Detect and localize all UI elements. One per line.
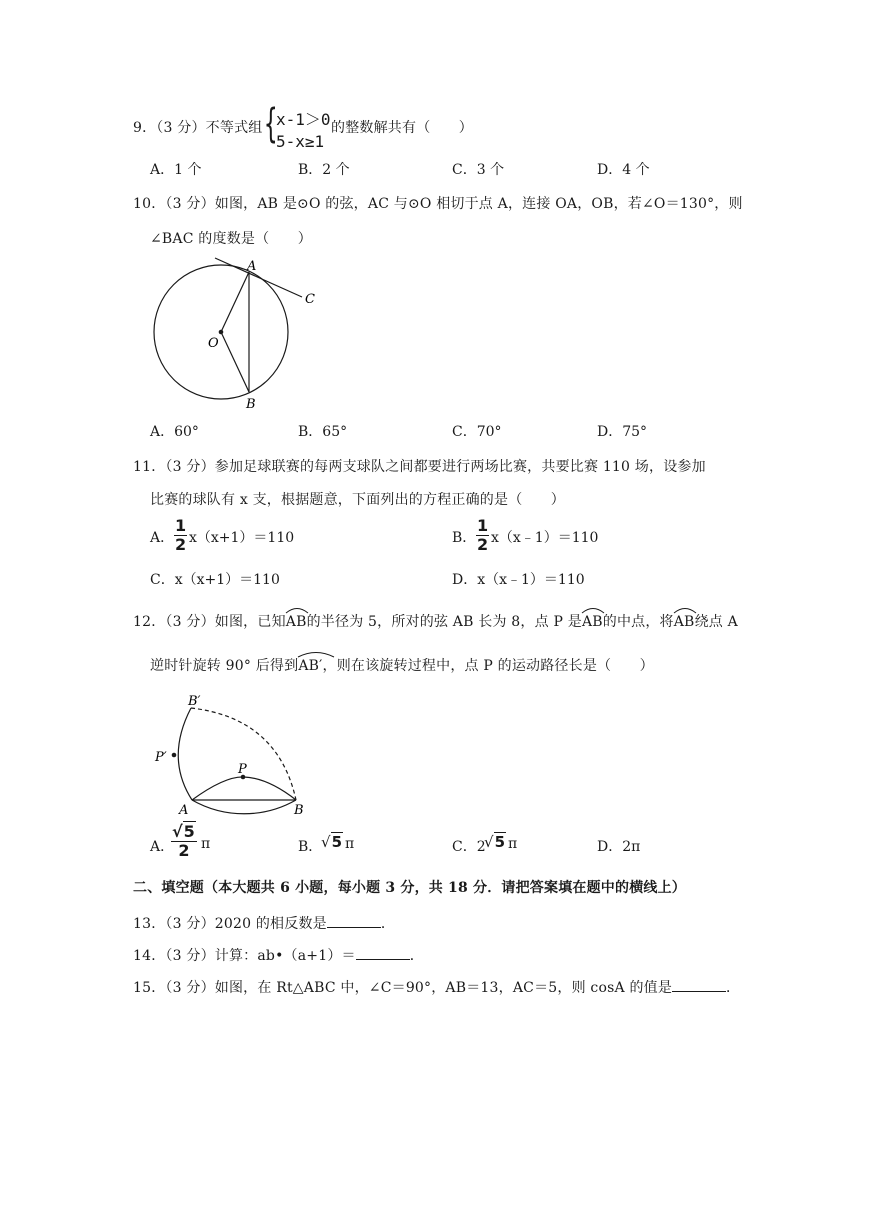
arc-ab-prime	[178, 708, 192, 800]
q11-option-b-label: B．	[452, 530, 477, 546]
q11-option-a-label: A．	[150, 530, 175, 546]
q10-circle-figure	[145, 250, 335, 415]
q12-option-c-pi: π	[508, 836, 518, 852]
q11-option-a-expression: x（x+1）＝110	[189, 530, 295, 546]
radicand: 5	[331, 833, 342, 851]
arc-hat-icon	[673, 606, 697, 614]
q9-option-a: A．1 个	[150, 162, 202, 178]
arc-ab-prime-label: AB′	[298, 658, 323, 674]
q12-rotation-figure	[148, 688, 318, 820]
label-b: B	[246, 397, 256, 412]
label-a: A	[247, 259, 257, 274]
q10-option-b: B．65°	[298, 424, 348, 440]
q12-option-b-pi: π	[345, 836, 355, 852]
q11-option-b-expression: x（x﹣1）＝110	[491, 530, 599, 546]
q12-option-d: D．2π	[597, 839, 641, 855]
arc-ab-label: AB	[673, 614, 695, 630]
arc-ab-notation	[286, 614, 307, 630]
arc-ab-notation	[582, 614, 603, 630]
arc-ab	[192, 800, 296, 814]
q14-text: 14．（3 分）计算：ab•（a+1）＝	[133, 948, 356, 964]
q12-option-b-label: B．	[298, 839, 323, 855]
q10-stem-line1: 10．（3 分）如图，AB 是⊙O 的弦，AC 与⊙O 相切于点 A，连接 OA，OB，若∠O＝130°，则	[133, 196, 743, 212]
arc-ab-notation	[674, 614, 695, 630]
question-14	[133, 945, 424, 965]
q11-option-d: D．x（x﹣1）＝110	[452, 572, 585, 588]
q9-inequality-1: x-1＞0	[276, 110, 331, 129]
q12-option-a-fraction	[171, 823, 197, 860]
label-o: O	[208, 336, 219, 351]
q10-option-c: C．70°	[452, 424, 502, 440]
q10-option-a: A．60°	[150, 424, 199, 440]
answer-blank[interactable]	[672, 979, 726, 992]
q9-option-c: C．3 个	[452, 162, 505, 178]
label-p-prime: P′	[155, 750, 167, 765]
radius-oa	[221, 272, 249, 332]
q13-text: 13．（3 分）2020 的相反数是	[133, 916, 327, 932]
label-c: C	[305, 292, 315, 307]
q9-stem-prefix: 9．（3 分）不等式组	[133, 120, 263, 136]
rotation-path-dashed	[191, 708, 296, 800]
q12-stem-line1	[133, 611, 738, 631]
radicand: 5	[494, 833, 505, 851]
q12-text-2: 的半径为 5，所对的弦 AB 长为 8，点 P 是	[306, 614, 582, 630]
q11-option-c: C．x（x+1）＝110	[150, 572, 280, 588]
fraction-numerator: √5	[172, 822, 195, 841]
q14-end: ．	[409, 948, 424, 964]
tangent-line-ac	[215, 258, 302, 297]
answer-blank[interactable]	[356, 947, 410, 960]
q11-stem-line2: 比赛的球队有 x 支，根据题意，下面列出的方程正确的是（ ）	[150, 492, 565, 508]
radius-ob	[221, 332, 249, 392]
arc-ab-curve	[192, 777, 296, 800]
q15-end: ．	[726, 980, 741, 996]
q12-text-1: 12．（3 分）如图，已知	[133, 614, 286, 630]
label-b: B	[294, 803, 304, 818]
q12-option-c-label: C．2	[452, 839, 486, 855]
arc-hat-icon	[297, 650, 335, 658]
fraction-denominator: 2	[178, 841, 190, 860]
q11-option-b-fraction	[476, 517, 489, 554]
q9-option-b: B．2 个	[298, 162, 350, 178]
q12-text-5: 逆时针旋转 90° 后得到	[150, 658, 299, 674]
q15-text: 15．（3 分）如图，在 Rt△ABC 中，∠C＝90°，AB＝13，AC＝5，则 cosA 的值是	[133, 980, 673, 996]
question-15	[133, 977, 740, 997]
fraction-numerator: 1	[477, 516, 489, 535]
q12-text-3: 的中点，将	[602, 614, 674, 630]
fraction-numerator: 1	[175, 516, 187, 535]
q12-stem-line2	[150, 655, 654, 675]
arc-ab-label: AB	[581, 614, 603, 630]
label-a: A	[179, 803, 189, 818]
q11-stem-line1: 11．（3 分）参加足球联赛的每两支球队之间都要进行两场比赛，共要比赛 110 场，设参加	[133, 459, 706, 475]
q9-system-brace: {	[263, 101, 278, 147]
fraction-denominator: 2	[477, 535, 489, 554]
q9-option-d: D．4 个	[597, 162, 650, 178]
question-13	[133, 913, 395, 933]
arc-ab-prime-notation	[298, 658, 322, 674]
center-point-o	[219, 330, 224, 335]
q12-option-b-sqrt: √5	[321, 833, 342, 851]
q9-stem-suffix: 的整数解共有（ ）	[331, 120, 473, 136]
point-p-prime	[172, 753, 177, 758]
radicand: 5	[183, 822, 195, 841]
q12-text-6: ，则在该旋转过程中，点 P 的运动路径长是（ ）	[322, 658, 654, 674]
fraction-denominator: 2	[175, 535, 187, 554]
section-2-heading: 二、填空题（本大题共 6 小题，每小题 3 分，共 18 分．请把答案填在题中的横线上）	[133, 880, 687, 896]
q12-option-c-sqrt: √5	[484, 833, 505, 851]
q10-stem-line2: ∠BAC 的度数是（ ）	[150, 231, 312, 247]
arc-hat-icon	[285, 606, 309, 614]
answer-blank[interactable]	[327, 915, 381, 928]
q12-option-a-pi: π	[201, 836, 211, 852]
q12-option-a-label: A．	[150, 839, 175, 855]
q10-option-d: D．75°	[597, 424, 648, 440]
q12-text-4: 绕点 A	[694, 614, 738, 630]
q13-end: ．	[380, 916, 396, 932]
q9-inequality-2: 5-x≥1	[276, 132, 325, 151]
q11-option-a-fraction	[174, 517, 187, 554]
arc-hat-icon	[581, 606, 605, 614]
label-b-prime: B′	[188, 694, 201, 709]
arc-ab-label: AB	[285, 614, 307, 630]
label-p: P	[238, 762, 247, 777]
